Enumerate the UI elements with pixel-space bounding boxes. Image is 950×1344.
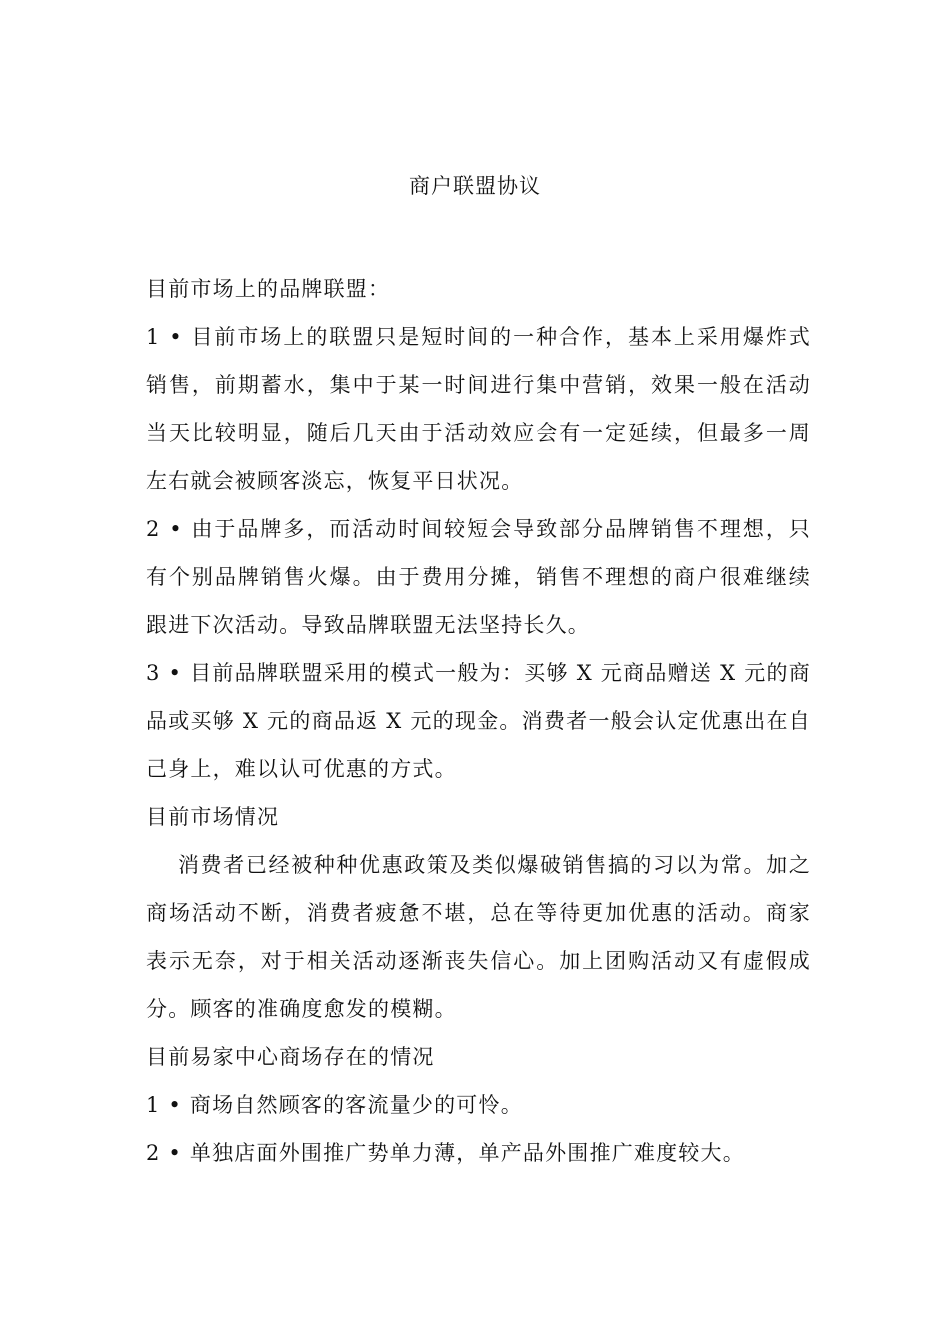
document-body xyxy=(146,265,811,1177)
list-item-text: 目前品牌联盟采用的模式一般为：买够 X 元商品赠送 X 元的商品或买够 X 元的商品返 X 元的现金。消费者一般会认定优惠出在自己身上，难以认可优惠的方式。 xyxy=(146,661,811,781)
list-item xyxy=(146,313,811,505)
list-item-number: 1 • xyxy=(146,1093,190,1117)
section-paragraph: 消费者已经被种种优惠政策及类似爆破销售搞的习以为常。加之商场活动不断，消费者疲惫不堪，总在等待更加优惠的活动。商家表示无奈，对于相关活动逐渐丧失信心。加上团购活动又有虚假成分。顾客的准确度愈发的模糊。 xyxy=(146,853,811,1021)
list-item-number: 3 • xyxy=(146,661,191,685)
document-title: 商户联盟协议 xyxy=(409,174,541,198)
list-item xyxy=(146,1129,811,1177)
list-item xyxy=(146,505,811,649)
list-item xyxy=(146,1081,811,1129)
list-item-text: 目前市场上的联盟只是短时间的一种合作，基本上采用爆炸式销售，前期蓄水，集中于某一时间进行集中营销，效果一般在活动当天比较明显，随后几天由于活动效应会有一定延续，但最多一周左右就会被顾客淡忘，恢复平日状况。 xyxy=(146,325,811,493)
list-item-text: 商场自然顾客的客流量少的可怜。 xyxy=(189,1093,523,1117)
list-item-number: 2 • xyxy=(146,517,192,541)
section-heading: 目前易家中心商场存在的情况 xyxy=(146,1045,435,1069)
list-item-text: 由于品牌多，而活动时间较短会导致部分品牌销售不理想，只有个别品牌销售火爆。由于费用分摊，销售不理想的商户很难继续跟进下次活动。导致品牌联盟无法坚持长久。 xyxy=(146,517,811,637)
list-item xyxy=(146,649,811,793)
section-heading: 目前市场情况 xyxy=(146,805,280,829)
list-item-text: 单独店面外围推广势单力薄，单产品外围推广难度较大。 xyxy=(189,1141,745,1165)
list-item-number: 1 • xyxy=(146,325,192,349)
section-heading: 目前市场上的品牌联盟： xyxy=(146,277,391,301)
list-item-number: 2 • xyxy=(146,1141,190,1165)
